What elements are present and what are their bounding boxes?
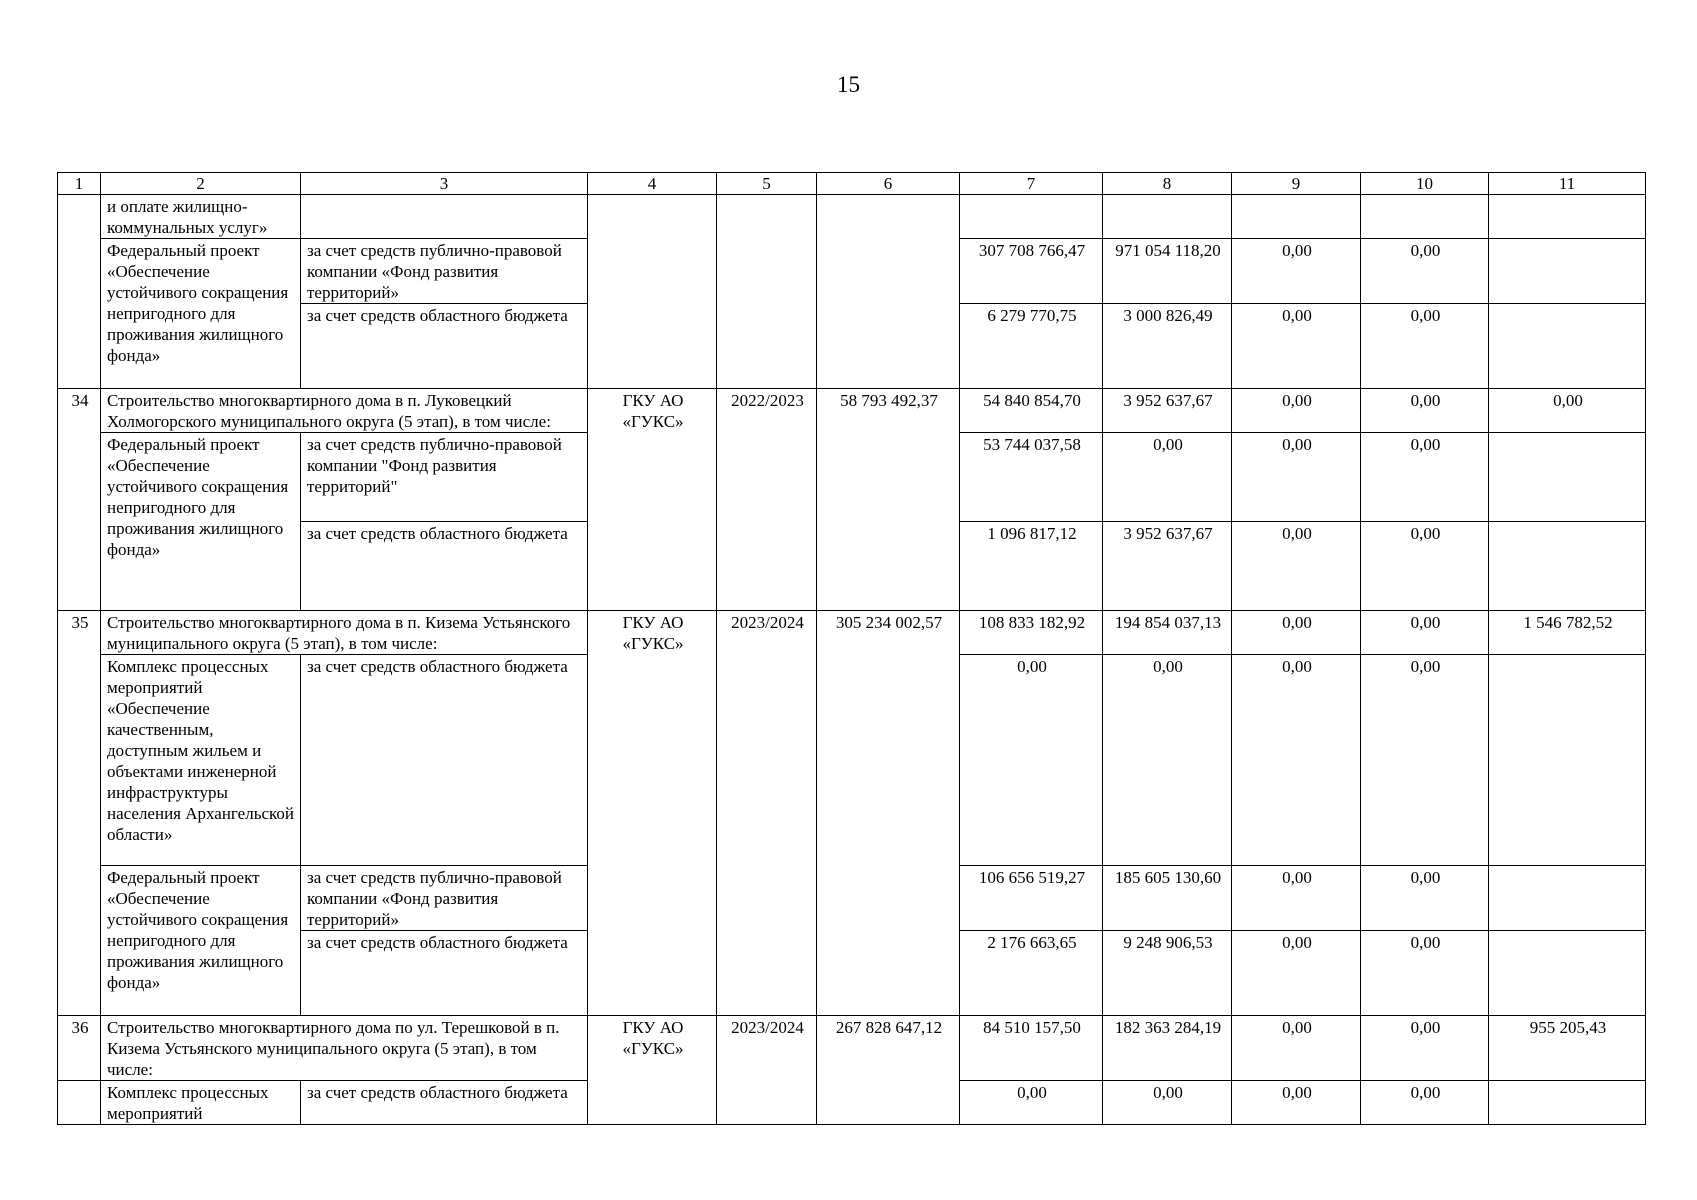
value-cell: 0,00: [1232, 522, 1361, 611]
project-name-cell: Комплекс процессных мероприятий «Обеспечение качественным, доступным жильем и объектами инженерной инфраструктуры населения Архангельской области»: [101, 655, 301, 866]
value-cell: [1489, 304, 1646, 389]
value-cell: 0,00: [1103, 1081, 1232, 1125]
value-cell: 0,00: [1103, 433, 1232, 522]
value-cell: 53 744 037,58: [960, 433, 1103, 522]
row-number-cell: 35: [58, 611, 101, 1016]
value-cell: [1361, 195, 1489, 239]
org-cell: [588, 195, 717, 389]
years-cell: [717, 195, 817, 389]
value-cell: 0,00: [1361, 931, 1489, 1016]
value-cell: [1489, 522, 1646, 611]
years-cell: 2022/2023: [717, 389, 817, 611]
value-cell: 0,00: [1361, 522, 1489, 611]
source-cell: за счет средств областного бюджета: [301, 931, 588, 1016]
value-cell: 0,00: [960, 655, 1103, 866]
project-name-cell: Комплекс процессных мероприятий: [101, 1081, 301, 1125]
project-name-cell: Федеральный проект «Обеспечение устойчивого сокращения непригодного для проживания жилищного фонда»: [101, 866, 301, 1016]
value-cell: 0,00: [1489, 389, 1646, 433]
source-cell: за счет средств областного бюджета: [301, 1081, 588, 1125]
value-cell: 0,00: [1361, 389, 1489, 433]
row-number-cell: 36: [58, 1016, 101, 1081]
value-cell: 2 176 663,65: [960, 931, 1103, 1016]
value-cell: 0,00: [1232, 655, 1361, 866]
value-cell: 3 952 637,67: [1103, 522, 1232, 611]
source-cell: за счет средств публично-правовой компании «Фонд развития территорий»: [301, 866, 588, 931]
value-cell: 106 656 519,27: [960, 866, 1103, 931]
value-cell: 3 000 826,49: [1103, 304, 1232, 389]
org-cell: ГКУ АО «ГУКС»: [588, 389, 717, 611]
table-row: [58, 195, 1646, 239]
value-cell: [1103, 195, 1232, 239]
org-cell: ГКУ АО «ГУКС»: [588, 611, 717, 1016]
row-number-cell: [58, 195, 101, 389]
value-cell: [1489, 433, 1646, 522]
value-cell: 84 510 157,50: [960, 1016, 1103, 1081]
column-header: 6: [817, 173, 960, 195]
value-cell: 0,00: [1232, 304, 1361, 389]
value-cell: 182 363 284,19: [1103, 1016, 1232, 1081]
column-header: 8: [1103, 173, 1232, 195]
value-cell: 0,00: [1232, 239, 1361, 304]
table-row: [58, 389, 1646, 433]
value-cell: 0,00: [1232, 1016, 1361, 1081]
row-number-cell: [58, 1081, 101, 1125]
value-cell: 1 096 817,12: [960, 522, 1103, 611]
page-number: 15: [837, 72, 860, 97]
column-header: 7: [960, 173, 1103, 195]
years-cell: 2023/2024: [717, 1016, 817, 1125]
row-number-cell: 34: [58, 389, 101, 611]
item-name-cell: Строительство многоквартирного дома в п. Луковецкий Холмогорского муниципального округа (5 этап), в том числе:: [101, 389, 588, 433]
value-cell: 0,00: [1361, 304, 1489, 389]
value-cell: [1232, 195, 1361, 239]
item-name-cell: и оплате жилищно-коммунальных услуг»: [101, 195, 301, 239]
item-name-cell: Строительство многоквартирного дома по ул. Терешковой в п. Кизема Устьянского муниципального округа (5 этап), в том числе:: [101, 1016, 588, 1081]
cost-cell: 267 828 647,12: [817, 1016, 960, 1125]
value-cell: 0,00: [1232, 1081, 1361, 1125]
value-cell: 108 833 182,92: [960, 611, 1103, 655]
column-header: 2: [101, 173, 301, 195]
value-cell: 0,00: [1361, 1016, 1489, 1081]
value-cell: 54 840 854,70: [960, 389, 1103, 433]
value-cell: 1 546 782,52: [1489, 611, 1646, 655]
cost-cell: 305 234 002,57: [817, 611, 960, 1016]
header-row: [58, 173, 1646, 195]
value-cell: 0,00: [1232, 611, 1361, 655]
value-cell: [960, 195, 1103, 239]
value-cell: [1489, 866, 1646, 931]
value-cell: 0,00: [1361, 239, 1489, 304]
item-name-cell: Строительство многоквартирного дома в п. Кизема Устьянского муниципального округа (5 этап), в том числе:: [101, 611, 588, 655]
value-cell: 307 708 766,47: [960, 239, 1103, 304]
years-cell: 2023/2024: [717, 611, 817, 1016]
program-table: [57, 172, 1646, 1125]
value-cell: 6 279 770,75: [960, 304, 1103, 389]
source-cell: за счет средств областного бюджета: [301, 304, 588, 389]
source-cell: [301, 195, 588, 239]
value-cell: 0,00: [1232, 931, 1361, 1016]
value-cell: 9 248 906,53: [1103, 931, 1232, 1016]
value-cell: [1489, 655, 1646, 866]
column-header: 3: [301, 173, 588, 195]
value-cell: [1489, 1081, 1646, 1125]
column-header: 11: [1489, 173, 1646, 195]
value-cell: 0,00: [960, 1081, 1103, 1125]
table-row: [58, 611, 1646, 655]
org-cell: ГКУ АО «ГУКС»: [588, 1016, 717, 1125]
cost-cell: 58 793 492,37: [817, 389, 960, 611]
cost-cell: [817, 195, 960, 389]
value-cell: [1489, 195, 1646, 239]
value-cell: 0,00: [1361, 866, 1489, 931]
value-cell: 0,00: [1361, 611, 1489, 655]
table-row: [58, 1016, 1646, 1081]
value-cell: 955 205,43: [1489, 1016, 1646, 1081]
source-cell: за счет средств областного бюджета: [301, 522, 588, 611]
column-header: 1: [58, 173, 101, 195]
column-header: 5: [717, 173, 817, 195]
value-cell: 0,00: [1361, 433, 1489, 522]
project-name-cell: Федеральный проект «Обеспечение устойчивого сокращения непригодного для проживания жилищного фонда»: [101, 239, 301, 389]
value-cell: [1489, 239, 1646, 304]
value-cell: 0,00: [1232, 389, 1361, 433]
column-header: 9: [1232, 173, 1361, 195]
value-cell: 194 854 037,13: [1103, 611, 1232, 655]
value-cell: 0,00: [1103, 655, 1232, 866]
source-cell: за счет средств публично-правовой компании «Фонд развития территорий»: [301, 239, 588, 304]
project-name-cell: Федеральный проект «Обеспечение устойчивого сокращения непригодного для проживания жилищного фонда»: [101, 433, 301, 611]
value-cell: [1489, 931, 1646, 1016]
value-cell: 0,00: [1361, 655, 1489, 866]
value-cell: 3 952 637,67: [1103, 389, 1232, 433]
value-cell: 971 054 118,20: [1103, 239, 1232, 304]
source-cell: за счет средств публично-правовой компании "Фонд развития территорий": [301, 433, 588, 522]
column-header: 4: [588, 173, 717, 195]
value-cell: 0,00: [1232, 433, 1361, 522]
value-cell: 0,00: [1232, 866, 1361, 931]
column-header: 10: [1361, 173, 1489, 195]
value-cell: 185 605 130,60: [1103, 866, 1232, 931]
value-cell: 0,00: [1361, 1081, 1489, 1125]
source-cell: за счет средств областного бюджета: [301, 655, 588, 866]
